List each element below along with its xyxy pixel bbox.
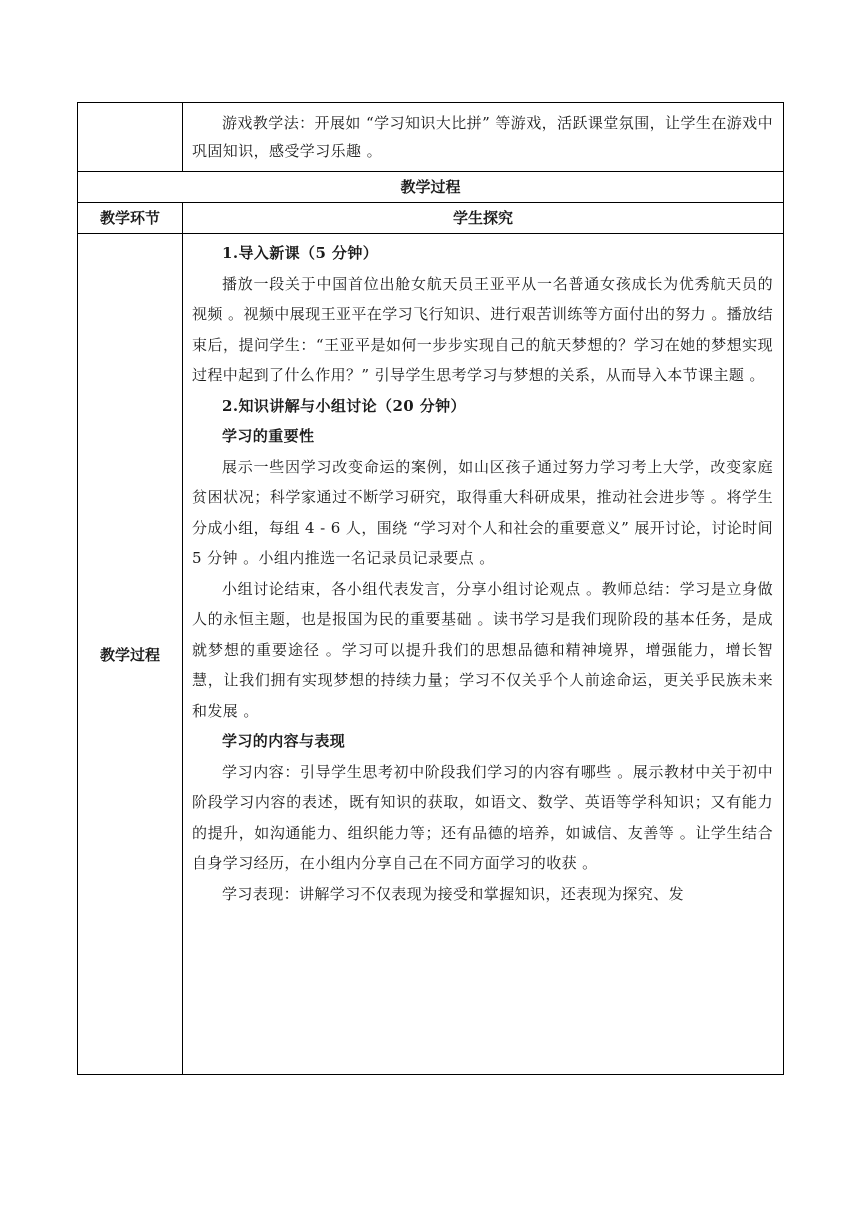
teaching-method-cell [183, 103, 784, 172]
game-teaching-method-text: 游戏教学法：开展如 “学习知识大比拼” 等游戏，活跃课堂氛围，让学生在游戏中巩固知识，感受学习乐趣 。 [192, 114, 773, 160]
heading-importance: 学习的重要性 [222, 427, 315, 445]
paragraph-importance-summary: 小组讨论结束，各小组代表发言，分享小组讨论观点 。教师总结：学习是立身做人的永恒主题，也是报国为民的重要基础 。读书学习是我们现阶段的基本任务，是成就梦想的重要途径 。学习可以提升我们的思想品德和精神境界，增强能力，增长智慧，让我们拥有实现梦想的持续力量；学习不仅关乎个人前途命运，更关乎民族未来和发展 。 [192, 579, 773, 720]
process-row [78, 234, 784, 1075]
section-header: 教学过程 [78, 172, 784, 203]
heading-intro: 1.导入新课（5 分钟） [222, 244, 379, 262]
paragraph-importance-cases: 展示一些因学习改变命运的案例，如山区孩子通过努力学习考上大学，改变家庭贫困状况；科学家通过不断学习研究，取得重大科研成果，推动社会进步等 。将学生分成小组，每组 4 - 6 人，围绕 “学习对个人和社会的重要意义” 展开讨论，讨论时间 5 分钟 。小组内推选一名记录员记录要点 。 [192, 457, 773, 567]
heading-knowledge: 2.知识讲解与小组讨论（20 分钟） [222, 396, 466, 415]
column-header-student-exploration: 学生探究 [183, 203, 784, 234]
process-content-cell [183, 234, 784, 1075]
lesson-plan-table [77, 102, 784, 1075]
column-header-stage: 教学环节 [78, 203, 183, 234]
section-header-row [78, 172, 784, 203]
paragraph-content: 学习内容：引导学生思考初中阶段我们学习的内容有哪些 。展示教材中关于初中阶段学习内容的表述，既有知识的获取，如语文、数学、英语等学科知识；又有能力的提升，如沟通能力、组织能力等；还有品德的培养，如诚信、友善等 。让学生结合自身学习经历，在小组内分享自己在不同方面学习的收获 。 [192, 762, 773, 872]
paragraph-performance: 学习表现：讲解学习不仅表现为接受和掌握知识，还表现为探究、发 [222, 884, 685, 903]
heading-content-performance: 学习的内容与表现 [222, 732, 346, 750]
process-label: 教学过程 [78, 234, 183, 1075]
teaching-method-row [78, 103, 784, 172]
paragraph-intro: 播放一段关于中国首位出舱女航天员王亚平从一名普通女孩成长为优秀航天员的视频 。视频中展现王亚平在学习飞行知识、进行艰苦训练等方面付出的努力 。播放结束后，提问学生：“王亚平是如何一步步实现自己的航天梦想的？学习在她的梦想实现过程中起到了什么作用？” 引导学生思考学习与梦想的关系，从而导入本节课主题 。 [192, 274, 773, 384]
column-header-row [78, 203, 784, 234]
empty-label-cell [78, 103, 183, 172]
